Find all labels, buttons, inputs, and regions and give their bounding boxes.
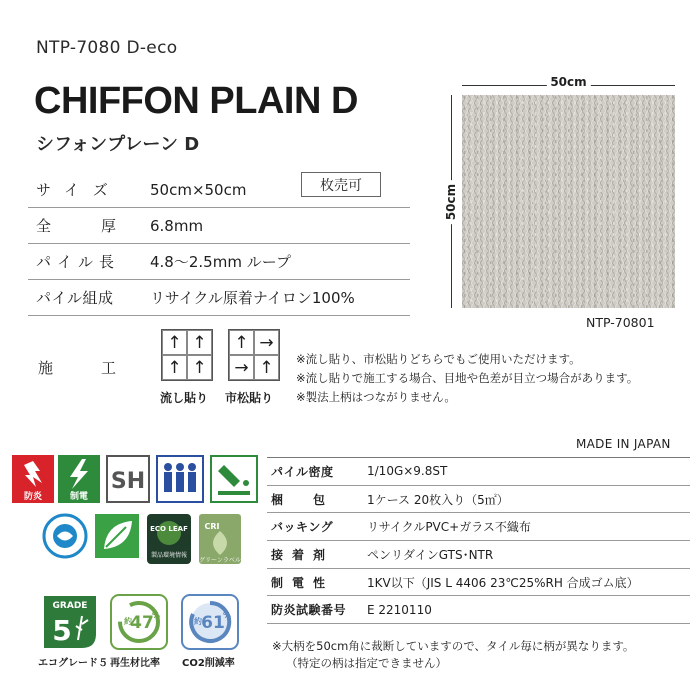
pattern-straight <box>161 329 213 381</box>
sh-text: SH <box>110 469 146 494</box>
tech-row <box>267 569 690 597</box>
arrow-right-icon: → <box>229 355 254 380</box>
made-in-label: MADE IN JAPAN <box>576 437 671 451</box>
ecoleaf-icon <box>146 513 192 565</box>
recycled-caption: 再生材比率 <box>110 658 160 669</box>
grade-top-text: GRADE <box>52 601 88 611</box>
single-sale-badge: 枚売可 <box>301 172 381 197</box>
dimension-width-label: 50cm <box>546 75 590 89</box>
arrow-up-icon: ↑ <box>162 330 187 355</box>
pattern-checker <box>228 329 280 381</box>
spec-table <box>28 172 410 316</box>
arrow-up-icon: ↑ <box>229 330 254 355</box>
dimension-height <box>444 95 458 308</box>
grade-number: 5 <box>52 614 72 647</box>
note-line: ※製法上柄はつながりません。 <box>296 390 456 404</box>
arrow-up-icon: ↑ <box>254 355 279 380</box>
product-name-ja: シフォンプレーン D <box>36 134 200 155</box>
ecoleaf-sub: 製品環境情報 <box>150 552 188 559</box>
tech-label: バッキング <box>271 520 334 535</box>
carpet-texture <box>462 95 675 308</box>
product-name: CHIFFON PLAIN D <box>34 80 358 122</box>
product-code: NTP-7080 D-eco <box>36 38 178 58</box>
spec-label-thickness: 全厚 <box>36 217 167 235</box>
recycled-prefix: 約 <box>124 617 132 626</box>
spec-value-thickness: 6.8mm <box>150 216 204 235</box>
arrow-up-icon: ↑ <box>187 330 212 355</box>
co2-pct: 61 <box>201 613 225 633</box>
tech-row <box>267 486 690 514</box>
recycled-pct: 47 <box>130 613 154 633</box>
antistatic-text: 制電 <box>69 492 89 502</box>
spec-row-pile-length <box>28 244 410 280</box>
arrow-right-icon: → <box>254 330 279 355</box>
tech-row <box>267 513 690 541</box>
arrow-up-icon: ↑ <box>162 355 187 380</box>
tech-value: ペンリダインGTS･NTR <box>367 547 494 562</box>
footnote-line: ※大柄を50cm角に裁断していますので、タイル毎に柄が異なります。 <box>272 639 635 653</box>
spec-value-size: 50cm×50cm <box>150 180 247 199</box>
eco-circle-icon <box>42 513 88 559</box>
eco-grade-icon <box>42 594 98 650</box>
grade-caption: エコグレード５ <box>38 658 108 669</box>
tech-label: 防炎試験番号 <box>271 603 347 618</box>
note-line: ※流し貼りで施工する場合、目地や色差が目立つ場合があります。 <box>296 371 639 385</box>
recycled-ratio-icon <box>110 594 168 650</box>
footnotes <box>272 638 634 672</box>
spec-row-pile-material <box>28 280 410 316</box>
cri-sub: グリーンラベル <box>199 557 241 564</box>
installation-notes <box>296 350 638 407</box>
footnote-line: （特定の柄は指定できません） <box>286 656 447 670</box>
tech-value: E 2210110 <box>367 602 432 617</box>
ecoleaf-label: ECO LEAF <box>150 525 188 533</box>
spec-row-thickness <box>28 208 410 244</box>
leaf-icon <box>94 513 140 559</box>
pattern-straight-caption: 流し貼り <box>160 391 209 405</box>
fire-retardant-text: 防炎 <box>23 492 43 502</box>
swatch-code: NTP-70801 <box>586 315 655 330</box>
arrow-up-icon: ↑ <box>187 355 212 380</box>
tech-value: 1KV以下（JIS L 4406 23℃25%RH 合成ゴム底） <box>367 575 639 590</box>
cri-green-label-icon <box>198 513 242 565</box>
cri-label: CRI <box>204 522 220 531</box>
note-line: ※流し貼り、市松貼りどちらでもご使用いただけます。 <box>296 352 581 366</box>
co2-caption: CO2削減率 <box>182 658 235 669</box>
dimension-height-label: 50cm <box>444 179 458 223</box>
tech-label: 接着剤 <box>271 547 335 562</box>
tech-row <box>267 458 690 486</box>
spec-row-size <box>28 172 410 208</box>
tech-row <box>267 541 690 569</box>
tech-label: 制電性 <box>271 575 335 590</box>
spec-label-pile-material: パイル組成 <box>36 289 114 307</box>
installation-label: 施工 <box>38 359 165 377</box>
spec-label-size: サイズ <box>36 181 122 199</box>
spec-label-pile-length: パイル長 <box>36 253 121 271</box>
people-icon <box>156 455 204 503</box>
sh-icon <box>106 455 150 503</box>
antistatic-icon <box>58 455 100 503</box>
tech-value: 1/10G×9.8ST <box>367 464 448 479</box>
svg-text:%: % <box>222 611 232 620</box>
chemical-icon <box>210 455 258 503</box>
pattern-checker-caption: 市松貼り <box>225 391 274 405</box>
dimension-width <box>462 75 675 92</box>
tech-spec-table <box>267 457 690 624</box>
tech-value: リサイクルPVC+ガラス不織布 <box>367 520 531 535</box>
spec-value-pile-length: 4.8〜2.5mm ループ <box>150 253 291 271</box>
carpet-swatch <box>462 95 675 308</box>
spec-value-pile-material: リサイクル原着ナイロン100% <box>150 289 355 307</box>
fire-retardant-icon <box>12 455 54 503</box>
tech-value: 1ケース 20枚入り（5㎡） <box>367 492 509 507</box>
tech-label: 梱包 <box>271 492 356 507</box>
tech-row <box>267 596 690 624</box>
svg-text:%: % <box>151 611 161 620</box>
tech-label: パイル密度 <box>271 464 334 479</box>
co2-prefix: 約 <box>194 617 202 626</box>
co2-reduction-icon <box>181 594 239 650</box>
